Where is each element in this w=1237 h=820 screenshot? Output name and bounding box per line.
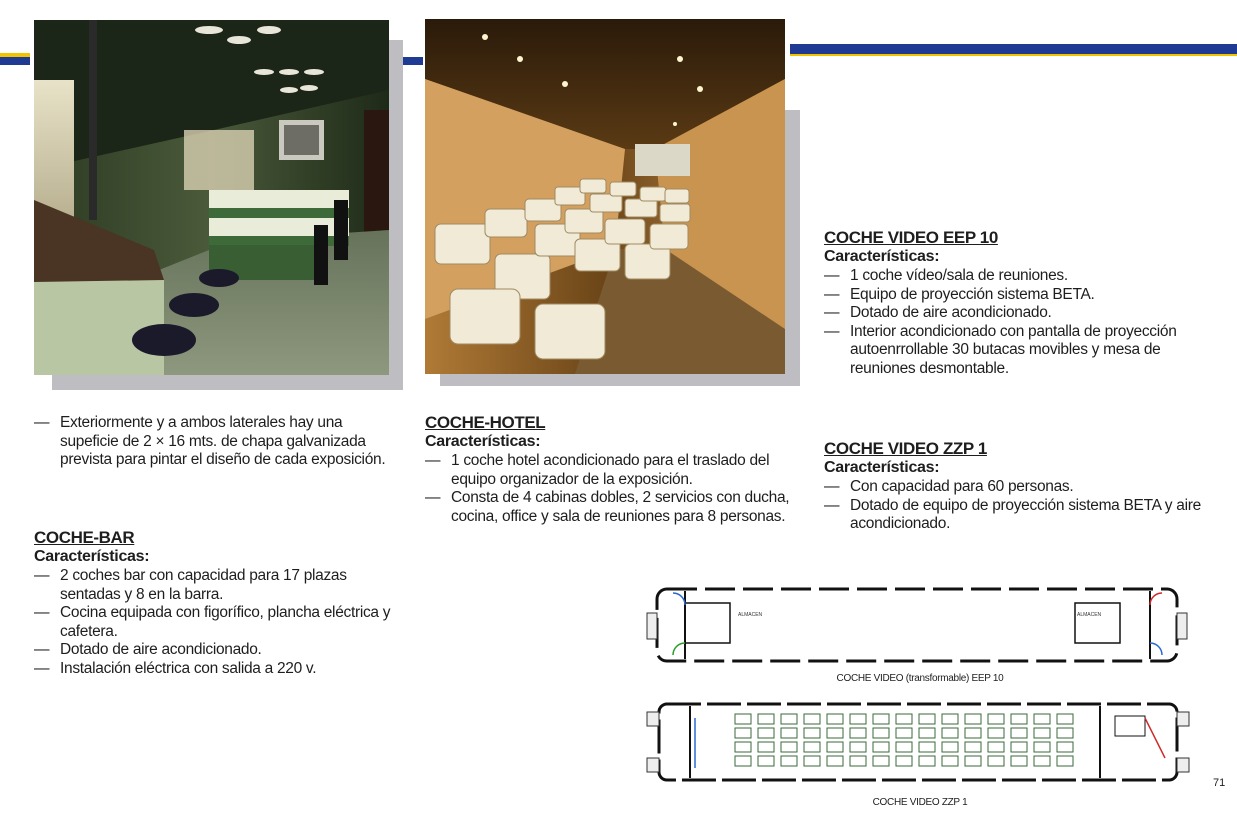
section-subtitle: Características: <box>34 547 150 565</box>
coche-bar-section <box>34 529 394 678</box>
list-item: — Con capacidad para 60 personas. <box>824 478 1214 497</box>
list-item: — Exteriormente y a ambos laterales hay una supeficie de 2 × 16 mts. de chapa galvanizada prevista para pintar el diseño de cada exposición. <box>34 414 394 470</box>
list-item: — Interior acondicionado con pantalla de proyección autoenrrollable 30 butacas movibles y mesa de reuniones desmontable. <box>824 323 1214 379</box>
list-item: — 2 coches bar con capacidad para 17 plazas sentadas y 8 en la barra. <box>34 567 394 604</box>
list-item: — Equipo de proyección sistema BETA. <box>824 286 1214 305</box>
section-subtitle: Características: <box>425 432 541 450</box>
section-title: COCHE VIDEO ZZP 1 <box>824 439 987 458</box>
section-title: COCHE VIDEO EEP 10 <box>824 228 998 247</box>
section-subtitle: Características: <box>824 458 940 476</box>
list-item: — Dotado de aire acondicionado. <box>824 304 1214 323</box>
list-item: — Dotado de aire acondicionado. <box>34 641 394 660</box>
list-item: — 1 coche hotel acondicionado para el traslado del equipo organizador de la exposición. <box>425 452 795 489</box>
plan-caption: COCHE VIDEO (transformable) EEP 10 <box>836 673 1004 684</box>
section-subtitle: Características: <box>824 247 940 265</box>
plan-caption: COCHE VIDEO ZZP 1 <box>872 797 968 808</box>
list-item: — Instalación eléctrica con salida a 220 v. <box>34 660 394 679</box>
section-title: COCHE-BAR <box>34 528 135 547</box>
feature-list <box>824 478 1214 534</box>
coche-video-zzp-section <box>824 440 1214 534</box>
room-label: ALMACEN <box>738 612 763 618</box>
coche-hotel-section <box>425 414 795 526</box>
section-title: COCHE-HOTEL <box>425 413 546 432</box>
list-item: — Dotado de equipo de proyección sistema BETA y aire acondicionado. <box>824 497 1214 534</box>
coche-video-eep-section <box>824 229 1214 378</box>
intro-section <box>34 414 394 470</box>
room-label: ALMACEN <box>1077 612 1102 618</box>
feature-list <box>824 267 1214 378</box>
feature-list <box>425 452 795 526</box>
floor-plan-zzp-1 <box>645 698 1190 786</box>
floor-plan-eep-10 <box>645 583 1190 668</box>
list-item: — Cocina equipada con figorífico, plancha eléctrica y cafetera. <box>34 604 394 641</box>
feature-list <box>34 567 394 678</box>
intro-list <box>34 414 394 470</box>
page-number: 71 <box>1213 777 1226 789</box>
blue-stripe-right <box>790 44 1237 54</box>
blue-stripe-left <box>0 57 30 65</box>
coche-bar-interior-photo <box>34 20 389 375</box>
list-item: — Consta de 4 cabinas dobles, 2 servicios con ducha, cocina, office y sala de reuniones para 8 personas. <box>425 489 795 526</box>
coche-video-interior-photo <box>425 19 785 374</box>
list-item: — 1 coche vídeo/sala de reuniones. <box>824 267 1214 286</box>
